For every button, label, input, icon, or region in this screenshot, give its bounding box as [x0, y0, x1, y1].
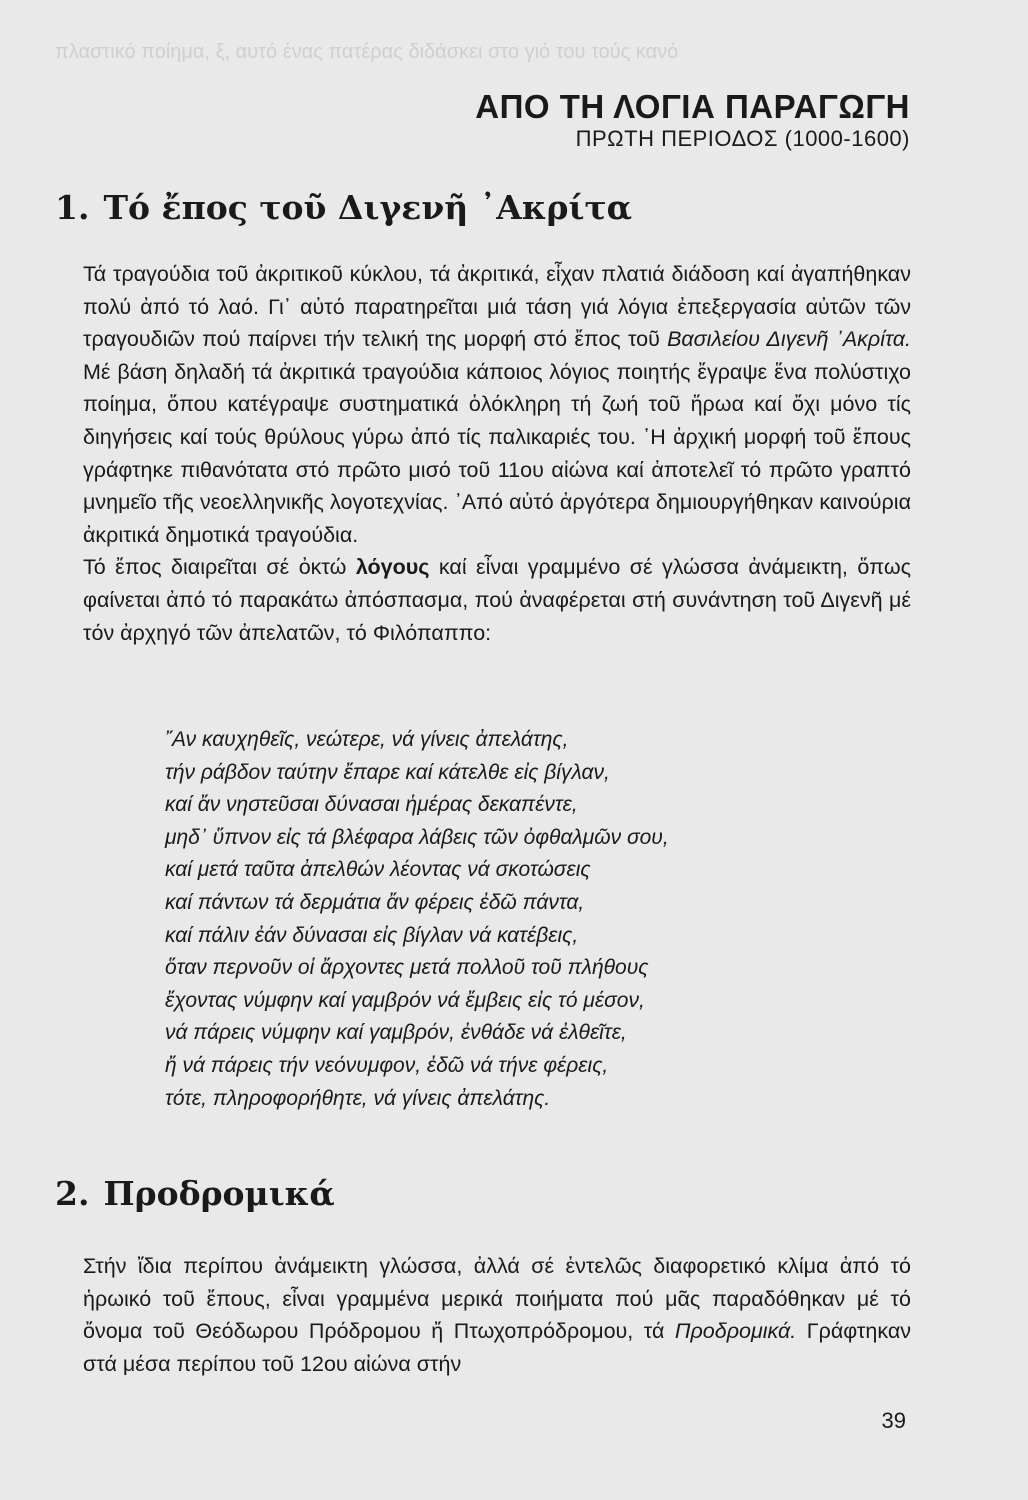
paragraph-text: Τά τραγούδια τοῦ ἀκριτικοῦ κύκλου, τά ἀκριτικά, εἶχαν πλατιά διάδοση καί ἀγαπήθηκαν πολύ ἀπό τό λαό. Γι᾿ αὐτό παρατηρεῖται μιά τάση γιά λόγια ἐπεξεργασία αὐτῶν τῶν τραγουδιῶν πού παίρνει τήν τελική της μορφή στό ἔπος τοῦ [83, 262, 911, 352]
section-2-body [83, 1250, 911, 1380]
verse-line: τότε, πληροφορήθητε, νά γίνεις ἀπελάτης. [165, 1086, 551, 1110]
paragraph-text: Στήν ἴδια περίπου ἀνάμεικτη γλώσσα, ἀλλά σέ ἐντελῶς διαφορετικό κλίμα ἀπό τό ἡρωικό τοῦ ἔπους, εἶναι γραμμένα μερικά ποιήματα πού μᾶς παραδόθηκαν μέ τό ὄνομα τοῦ Θεόδωρου Πρόδρομου ἤ Πτωχοπρόδρομου, τά [83, 1254, 911, 1344]
section-1-paragraph-1 [83, 258, 911, 551]
bleed-through-text: πλαστικό ποίημα, ξ, αυτό ένας πατέρας διδάσκει στο γιό του τούς κανό [55, 41, 679, 63]
verse-line: τήν ράβδον ταύτην ἔπαρε καί κάτελθε εἰς βίγλαν, [165, 760, 610, 784]
section-2-heading [55, 1174, 335, 1214]
work-title: Προδρομικά. [674, 1319, 797, 1344]
section-1-heading [55, 188, 632, 228]
verse-line: ἔχοντας νύμφην καί γαμβρόν νά ἔμβεις εἰς τό μέσον, [165, 988, 645, 1012]
verse-line: καί πάλιν ἐάν δύνασαι εἰς βίγλαν νά κατέβεις, [165, 923, 579, 947]
verse-line: καί ἄν νηστεῦσαι δύνασαι ἡμέρας δεκαπέντε, [165, 793, 578, 817]
verse-line: μηδ᾿ ὕπνον εἰς τά βλέφαρα λάβεις τῶν ὀφθαλμῶν σου, [165, 825, 669, 849]
running-head-title: ΑΠΟ ΤΗ ΛΟΓΙΑ ΠΑΡΑΓΩΓΗ [475, 88, 910, 125]
paragraph-text: καί εἶναι γραμμένο σέ γλώσσα ἀνάμεικτη, ὅπως φαίνεται ἀπό τό παρακάτω ἀπόσπασμα, πού ἀναφέρεται στή συνάντηση τοῦ Διγενῆ μέ τόν ἀρχηγό τῶν ἀπελατῶν, τό Φιλόπαππο: [83, 555, 911, 645]
work-title: Βασιλείου Διγενῆ ᾿Ακρίτα. [667, 327, 911, 352]
verse-line: ῎Αν καυχηθεῖς, νεώτερε, νά γίνεις ἀπελάτης, [165, 728, 569, 751]
section-1-title: Τό ἔπος τοῦ Διγενῆ ᾿Ακρίτα [103, 188, 633, 227]
paragraph-text: Τό ἔπος διαιρεῖται σέ ὀκτώ [83, 555, 356, 580]
verse-line: καί πάντων τά δερμάτια ἄν φέρεις ἐδῶ πάντα, [165, 890, 585, 914]
paragraph-text: Γράφτηκαν στά μέσα περίπου τοῦ 12ου αἰώνα στήν [83, 1319, 911, 1376]
running-head [475, 88, 910, 152]
section-2-title: Προδρομικά [103, 1174, 335, 1213]
verse-excerpt [165, 724, 925, 1115]
verse-line: νά πάρεις νύμφην καί γαμβρόν, ἐνθάδε νά ἐλθεῖτε, [165, 1021, 627, 1045]
verse-line: ἤ νά πάρεις τήν νεόνυμφον, ἐδῶ νά τήνε φέρεις, [165, 1053, 609, 1077]
section-2-number: 2. [55, 1174, 90, 1213]
section-1-body [83, 258, 911, 649]
page-number: 39 [881, 1408, 906, 1433]
running-head-subtitle: ΠΡΩΤΗ ΠΕΡΙΟΔΟΣ (1000-1600) [575, 126, 910, 151]
bold-term: λόγους [355, 555, 430, 580]
section-2-paragraph-1 [83, 1250, 911, 1380]
section-1-number: 1. [55, 188, 90, 227]
verse-line: καί μετά ταῦτα ἀπελθών λέοντας νά σκοτώσεις [165, 858, 591, 882]
paragraph-text: Μέ βάση δηλαδή τά ἀκριτικά τραγούδια κάποιος λόγιος ποιητής ἔγραψε ἕνα πολύστιχο ποίημα, ὅπου κατέγραψε συστηματικά ὁλόκληρη τή ζωή τοῦ ἥρωα καί ὄχι μόνο τίς διηγήσεις καί τούς θρύλους γύρω ἀπό τίς παλικαριές του. ῾Η ἀρχική μορφή τοῦ ἔπους γράφτηκε πιθανότατα στό πρῶτο μισό τοῦ 11ου αἰώνα καί ἀποτελεῖ τό πρῶτο γραπτό μνημεῖο τῆς νεοελληνικῆς λογοτεχνίας. ᾿Από αὐτό ἀργότερα δημιουργήθηκαν καινούρια ἀκριτικά δημοτικά τραγούδια. [83, 359, 911, 547]
verse-line: ὅταν περνοῦν οἱ ἄρχοντες μετά πολλοῦ τοῦ πλήθους [165, 956, 649, 980]
section-1-paragraph-2 [83, 551, 911, 649]
